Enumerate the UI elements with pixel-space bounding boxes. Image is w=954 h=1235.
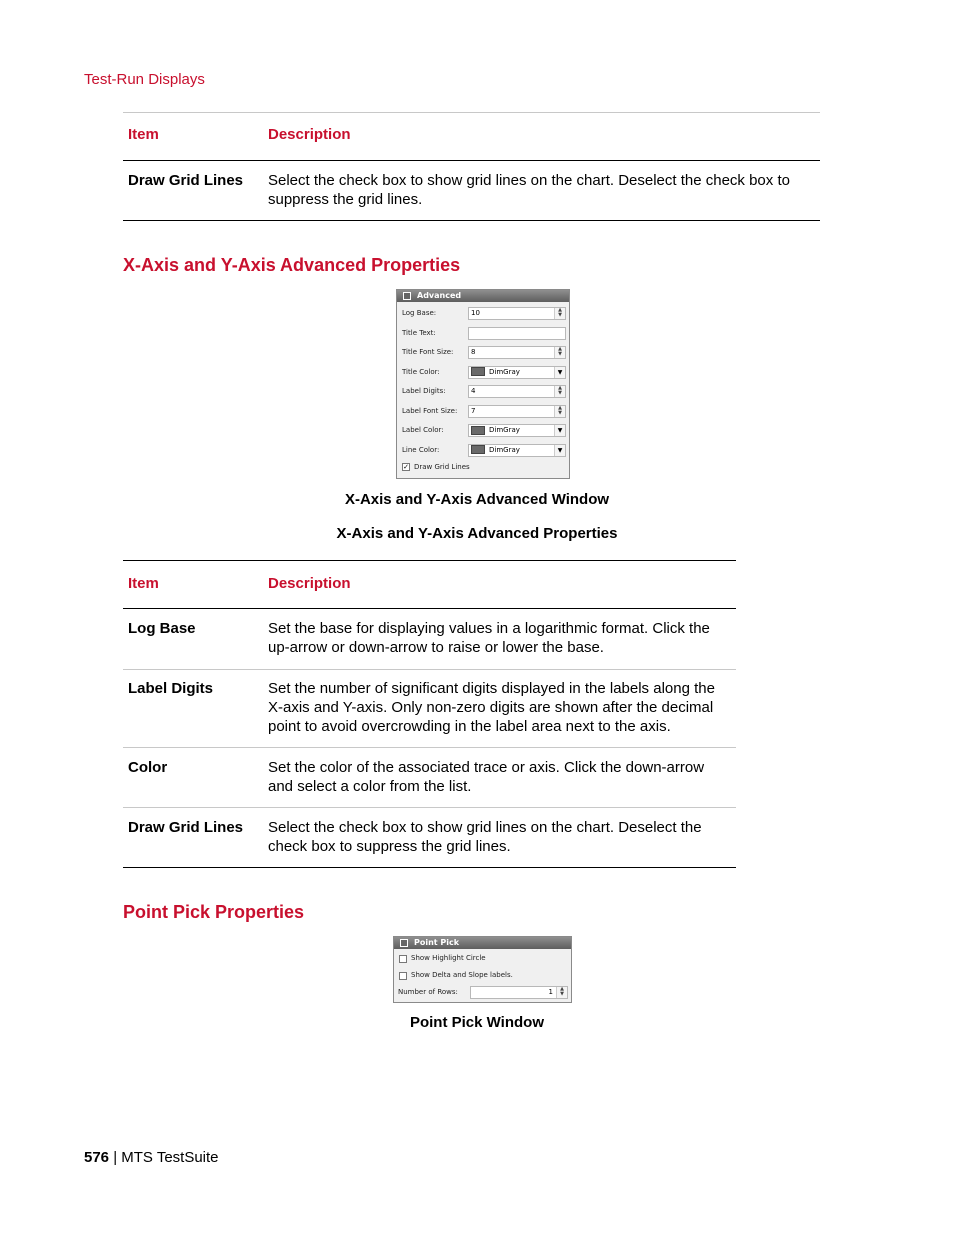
panel-title: Point Pick [414,938,460,947]
color-value: DimGray [489,445,520,454]
table-row-item: Label Digits [128,680,214,697]
panel-row [397,363,569,382]
table-1 [123,112,820,222]
panel-row-label: Title Font Size: [402,348,454,356]
spinner-arrows-icon[interactable]: ▲ ▼ [554,386,565,397]
field-value: 8 [471,348,476,356]
color-dropdown[interactable] [468,366,566,379]
draw-grid-lines-checkbox[interactable]: ✓ [403,463,409,471]
panel-row [397,382,569,401]
desc-line: check box to suppress the grid lines. [268,838,511,855]
table-row-description [268,758,738,796]
row-rule [123,669,736,670]
number-of-rows-value: 1 [548,988,553,996]
figure-caption-advanced: X-Axis and Y-Axis Advanced Window [344,491,610,508]
panel-row [397,421,569,440]
table-top-rule [123,560,736,561]
panel-title-bar [397,290,569,302]
row-rule [123,747,736,748]
draw-grid-lines-row [397,460,569,479]
show-highlight-circle-row [394,951,571,968]
column-header-item: Item [128,126,159,143]
numeric-stepper[interactable] [468,405,566,418]
running-head: Test-Run Displays [84,71,205,88]
column-header-description: Description [268,126,351,143]
table-row-item: Draw Grid Lines [128,819,244,836]
table-row-description [268,619,738,657]
desc-line: Set the number of significant digits displayed in the labels along the [268,680,715,697]
footer-product: MTS TestSuite [121,1149,219,1166]
desc-line: X-axis and Y-axis. Only non-zero digits are shown after the decimal [268,699,714,716]
column-header-description: Description [268,575,351,592]
color-value: DimGray [489,367,520,376]
number-of-rows-row [394,985,571,1002]
color-dropdown[interactable] [468,444,566,457]
collapse-icon[interactable] [403,292,411,300]
table-caption-advanced: X-Axis and Y-Axis Advanced Properties [336,525,618,542]
chevron-down-icon[interactable]: ▼ [554,445,565,456]
header-rule [123,608,736,609]
number-of-rows-stepper[interactable] [470,986,568,999]
color-swatch [471,426,485,435]
color-dropdown[interactable] [468,424,566,437]
figure-caption-point-pick: Point Pick Window [409,1014,545,1031]
desc-line: Select the check box to show grid lines on the chart. Deselect the [268,819,702,836]
panel-row-label: Label Digits: [402,387,446,395]
spinner-arrows-icon[interactable]: ▲ ▼ [556,987,567,998]
spinner-arrows-icon[interactable]: ▲ ▼ [554,406,565,417]
table-row-item: Draw Grid Lines [128,172,244,189]
table-2 [123,560,736,870]
collapse-icon[interactable] [400,939,408,947]
table-bottom-rule [123,867,736,868]
footer-separator: | [109,1149,122,1166]
number-of-rows-label: Number of Rows: [398,988,458,996]
chevron-down-icon[interactable]: ▼ [554,425,565,436]
panel-row-label: Log Base: [402,309,437,317]
field-value: 10 [471,309,480,317]
section-heading-axis-advanced: X-Axis and Y-Axis Advanced Properties [123,255,461,275]
table-bottom-rule [123,220,820,221]
page-footer [84,1149,219,1166]
panel-row [397,343,569,362]
table-row-item: Log Base [128,620,196,637]
numeric-stepper[interactable] [468,385,566,398]
color-value: DimGray [489,426,520,434]
draw-grid-lines-label: Draw Grid Lines [414,463,470,471]
row-rule [123,807,736,808]
panel-row-label: Title Text: [402,328,436,337]
panel-row-label: Label Font Size: [402,406,458,415]
show-highlight-circle-label: Show Highlight Circle [411,954,486,962]
panel-row-label: Label Color: [402,426,444,434]
desc-line: suppress the grid lines. [268,191,423,208]
panel-title: Advanced [417,291,462,300]
section-heading-point-pick: Point Pick Properties [123,902,305,922]
desc-line: Select the check box to show grid lines on the chart. Deselect the check box to [268,172,790,189]
table-row-description [268,171,818,209]
point-pick-panel [393,936,572,1003]
numeric-stepper[interactable] [468,346,566,359]
text-input[interactable] [468,327,566,340]
desc-line: Set the color of the associated trace or axis. Click the down-arrow [268,759,705,776]
desc-line: and select a color from the list. [268,778,472,795]
numeric-stepper[interactable] [468,307,566,320]
spinner-arrows-icon[interactable]: ▲ ▼ [554,347,565,358]
field-value: 7 [471,406,476,415]
spinner-arrows-icon[interactable]: ▲ ▼ [554,308,565,319]
header-rule [123,160,820,161]
table-row-description [268,679,738,736]
chevron-down-icon[interactable]: ▼ [554,367,565,378]
table-row-item: Color [128,759,168,776]
panel-row [397,441,569,460]
advanced-panel [396,289,570,479]
table-top-rule [123,112,820,113]
panel-title-bar [394,937,571,949]
show-delta-slope-label: Show Delta and Slope labels. [411,971,513,979]
page-number: 576 [84,1149,110,1166]
color-swatch [471,445,485,454]
color-swatch [471,367,485,376]
show-delta-slope-checkbox[interactable] [399,972,407,980]
panel-row [397,402,569,421]
panel-row-label: Line Color: [402,445,440,454]
desc-line: up-arrow or down-arrow to raise or lower the base. [268,639,604,656]
panel-row [397,324,569,343]
show-delta-slope-row [394,968,571,985]
column-header-item: Item [128,575,159,592]
field-value: 4 [471,387,476,395]
show-highlight-circle-checkbox[interactable] [399,955,407,963]
panel-row-label: Title Color: [402,367,440,376]
panel-row [397,304,569,323]
desc-line: Set the base for displaying values in a logarithmic format. Click the [268,620,710,637]
desc-line: point to avoid overcrowding in the label area next to the axis. [268,718,671,735]
table-row-description [268,818,738,856]
